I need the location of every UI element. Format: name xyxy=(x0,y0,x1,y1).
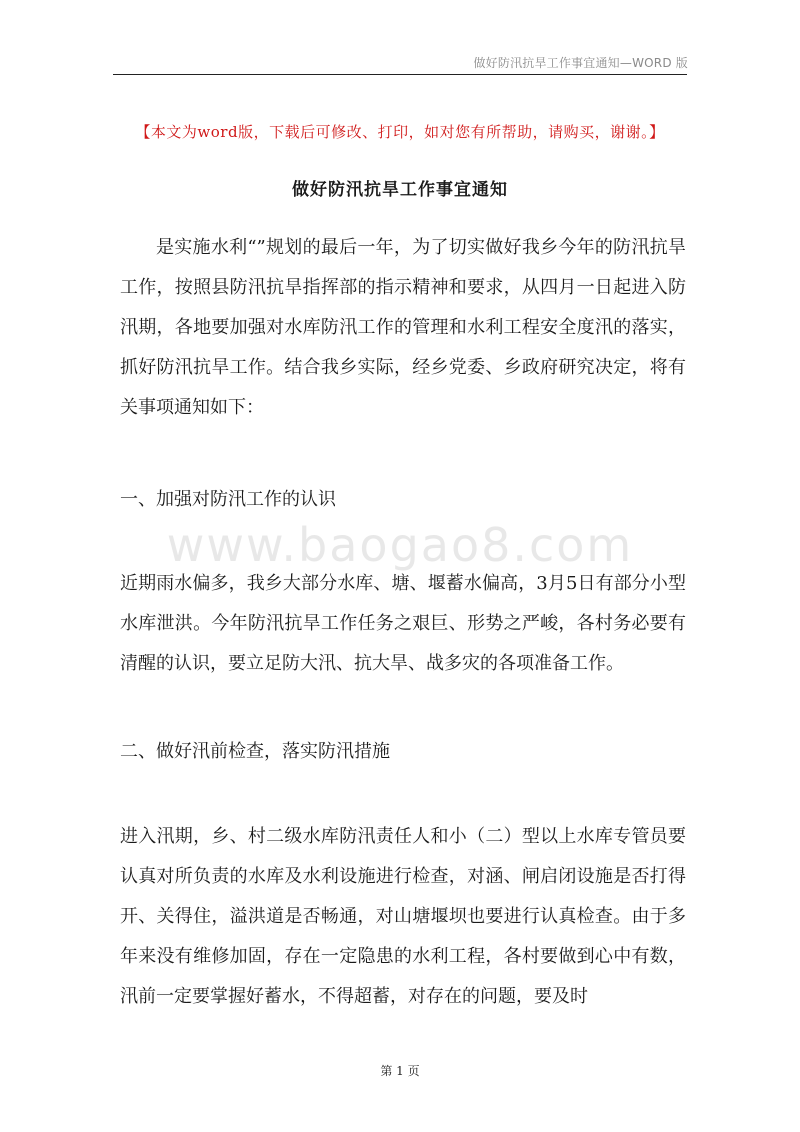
section-1-body: 近期雨水偏多，我乡大部分水库、塘、堰蓄水偏高，3月5日有部分小型水库泄洪。今年防汛抗旱工作任务之艰巨、形势之严峻，各村务必要有清醒的认识，要立足防大汛、抗大旱、战多灾的各项准备工作。 xyxy=(120,573,686,674)
page-number: 第 1 页 xyxy=(380,1064,420,1078)
watermark: www.baogao8.com xyxy=(166,518,634,572)
intro-paragraph: 是实施水利“”规划的最后一年，为了切实做好我乡今年的防汛抗旱工作，按照县防汛抗旱指挥部的指示精神和要求，从四月一日起进入防汛期，各地要加强对水库防汛工作的管理和水利工程安全度汛的落实，抓好防汛抗旱工作。结合我乡实际，经乡党委、乡政府研究决定，将有关事项通知如下： xyxy=(120,237,686,418)
document-title: 做好防汛抗旱工作事宜通知 xyxy=(292,180,508,200)
header-divider xyxy=(113,74,687,75)
section-1-heading: 一、加强对防汛工作的认识 xyxy=(120,489,336,510)
download-notice: 【本文为word版，下载后可修改、打印，如对您有所帮助，请购买，谢谢。】 xyxy=(135,123,665,141)
running-header: 做好防汛抗旱工作事宜通知—WORD 版 xyxy=(473,56,688,70)
section-2-body: 进入汛期，乡、村二级水库防汛责任人和小（二）型以上水库专管员要认真对所负责的水库及水利设施进行检查，对涵、闸启闭设施是否打得开、关得住，溢洪道是否畅通，对山塘堰坝也要进行认真检查。由于多年来没有维修加固，存在一定隐患的水利工程，各村要做到心中有数，汛前一定要掌握好蓄水，不得超蓄，对存在的问题，要及时 xyxy=(120,826,686,1007)
section-2-heading: 二、做好汛前检查，落实防汛措施 xyxy=(120,741,390,762)
